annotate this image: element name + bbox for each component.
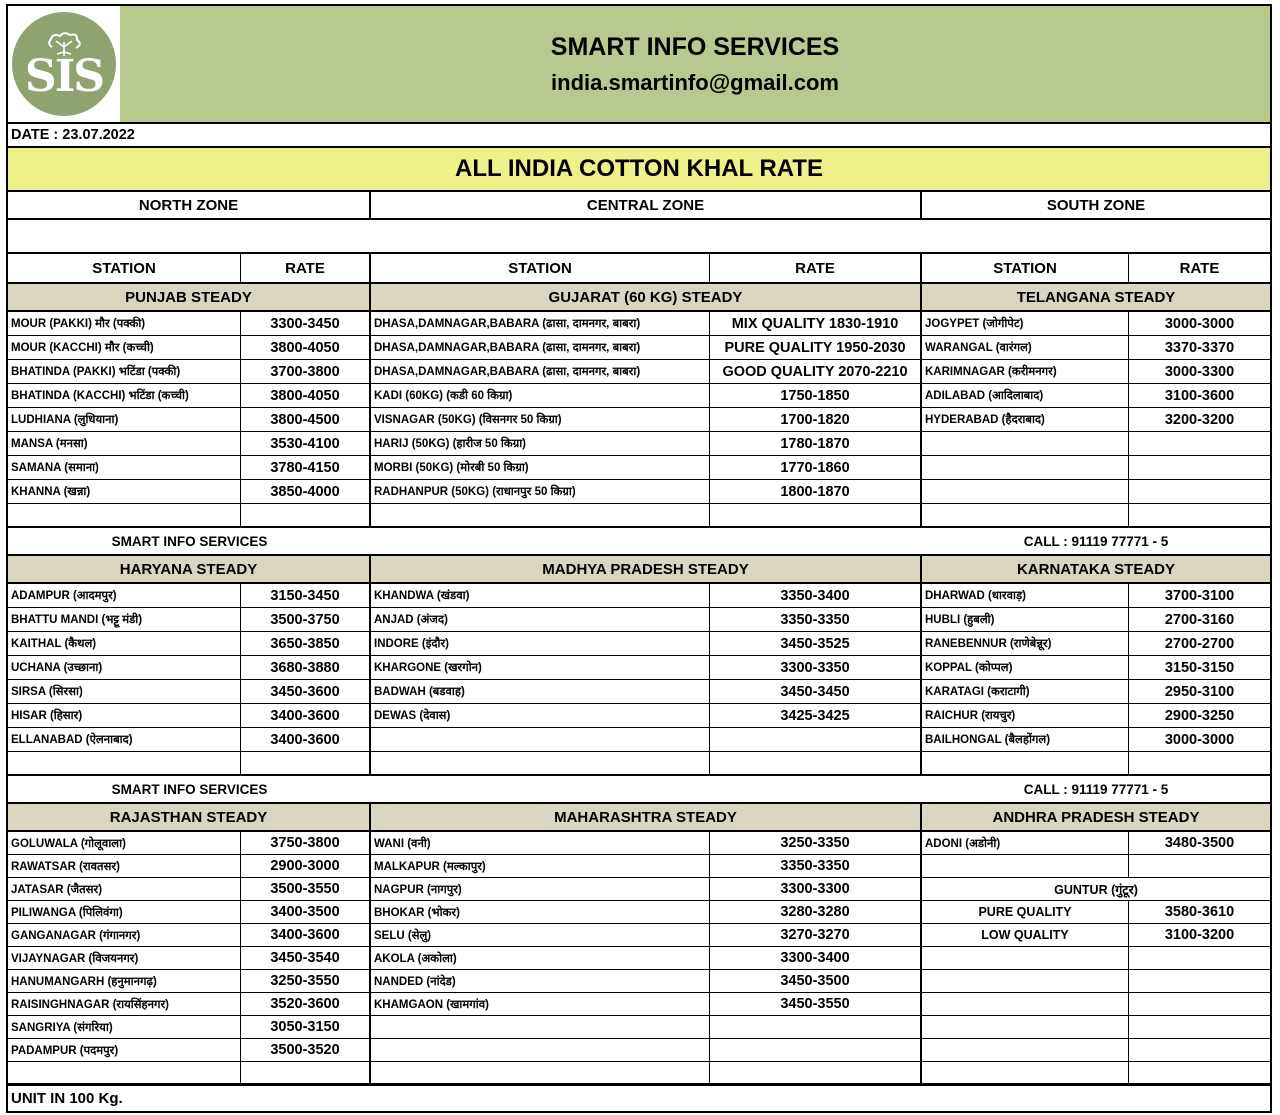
rate-cell: 3500-3550 (241, 878, 371, 900)
table-row (8, 584, 1270, 608)
station-cell: LUDHIANA (लुधियाना) (8, 408, 241, 431)
station-cell: KHANDWA (खंडवा) (371, 584, 710, 607)
table-row (8, 704, 1270, 728)
rate-cell: 3450-3550 (710, 993, 922, 1015)
rate-cell: 3300-3400 (710, 947, 922, 969)
blank-cell (1129, 432, 1270, 455)
station-cell: RAWATSAR (रावतसर) (8, 855, 241, 877)
table-row (8, 336, 1270, 360)
rate-cell: 3400-3600 (241, 728, 371, 751)
header-banner (8, 6, 1270, 124)
banner-text (120, 6, 1270, 122)
blank-cell (371, 1016, 710, 1038)
station-cell: HISAR (हिसार) (8, 704, 241, 727)
rate-cell: 3500-3520 (241, 1039, 371, 1061)
table-row (8, 1062, 1270, 1085)
station-cell: PADAMPUR (पदमपुर) (8, 1039, 241, 1061)
blank-cell (371, 1062, 710, 1083)
station-cell: SAMANA (समाना) (8, 456, 241, 479)
station-cell: WARANGAL (वारंगल) (922, 336, 1129, 359)
section-title: ANDHRA PRADESH STEADY (922, 804, 1270, 830)
blank-cell (922, 947, 1129, 969)
station-cell: MOUR (PAKKI) मौर (पक्की) (8, 312, 241, 335)
band-left: SMART INFO SERVICES (111, 781, 268, 797)
table-row (8, 901, 1270, 924)
rate-cell: 3450-3450 (710, 680, 922, 703)
table-row (8, 360, 1270, 384)
column-header-rate: RATE (710, 254, 922, 282)
station-cell: BADWAH (बडवाह) (371, 680, 710, 703)
table-row (8, 312, 1270, 336)
blank-cell (1129, 480, 1270, 503)
blank-cell (1129, 970, 1270, 992)
section-header-row (8, 804, 1270, 832)
blank-cell (371, 728, 710, 751)
station-cell: RAISINGHNAGAR (रायसिंहनगर) (8, 993, 241, 1015)
sis-logo (8, 6, 120, 122)
table-row (8, 728, 1270, 752)
station-cell: RANEBENNUR (राणेबेन्नूर) (922, 632, 1129, 655)
blank-cell (1129, 855, 1270, 877)
table-row (8, 752, 1270, 776)
station-cell: BHATINDA (PAKKI) भटिंडा (पक्की) (8, 360, 241, 383)
table-row (8, 384, 1270, 408)
rate-cell: 1800-1870 (710, 480, 922, 503)
rate-cell: 3800-4050 (241, 336, 371, 359)
rate-cell: 3300-3350 (710, 656, 922, 679)
table-row (8, 504, 1270, 528)
rate-cell: 2900-3000 (241, 855, 371, 877)
blank-cell (241, 1062, 371, 1083)
blank-cell (1129, 947, 1270, 969)
rate-cell: 3700-3800 (241, 360, 371, 383)
blank-cell (922, 993, 1129, 1015)
station-cell: BHOKAR (भोकर) (371, 901, 710, 923)
blank-cell (710, 1062, 922, 1083)
station-cell: GOLUWALA (गोलूवाला) (8, 832, 241, 854)
band-right: CALL : 91119 77771 - 5 (1023, 533, 1169, 549)
unit-note: UNIT IN 100 Kg. (8, 1085, 1270, 1111)
rate-cell: 3250-3350 (710, 832, 922, 854)
rate-cell: 3000-3300 (1164, 363, 1235, 380)
rate-cell: 3530-4100 (241, 432, 371, 455)
rate-cell: 2950-3100 (1164, 683, 1235, 700)
blank-cell (1129, 456, 1270, 479)
section-title: PUNJAB STEADY (8, 284, 371, 310)
blank-cell (922, 432, 1129, 455)
station-cell: SELU (सेलु) (371, 924, 710, 946)
station-cell: KAITHAL (कैथल) (8, 632, 241, 655)
rate-cell: 3370-3370 (1164, 339, 1235, 356)
table-row (8, 632, 1270, 656)
rate-cell: 3450-3540 (241, 947, 371, 969)
rate-cell: 3425-3425 (710, 704, 922, 727)
blank-cell (922, 1016, 1129, 1038)
station-cell: MORBI (50KG) (मोरबी 50 किग्रा) (371, 456, 710, 479)
blank-cell (922, 1062, 1129, 1083)
station-cell: BAILHONGAL (बैलहोंगल) (922, 728, 1129, 751)
station-cell: KARATAGI (कराटागी) (922, 680, 1129, 703)
rate-cell: 3350-3350 (710, 608, 922, 631)
blank-cell (241, 752, 371, 774)
company-name: SMART INFO SERVICES (550, 32, 840, 61)
band-spacer (371, 528, 922, 554)
blank-cell (8, 504, 241, 526)
band-right: CALL : 91119 77771 - 5 (1023, 781, 1169, 797)
station-cell: VISNAGAR (50KG) (विसनगर 50 किग्रा) (371, 408, 710, 431)
station-cell: DHASA,DAMNAGAR,BABARA (ढासा, दामनगर, बाबरा) (371, 360, 710, 383)
table-row (8, 878, 1270, 901)
rate-cell: GOOD QUALITY 2070-2210 (710, 360, 922, 383)
rate-cell: 3450-3525 (710, 632, 922, 655)
rate-cell: 3270-3270 (710, 924, 922, 946)
station-cell: HANUMANGARH (हनुमानगढ़) (8, 970, 241, 992)
rate-cell: 3300-3450 (241, 312, 371, 335)
station-cell: INDORE (इंदौर) (371, 632, 710, 655)
rate-cell: 2900-3250 (1164, 707, 1235, 724)
station-cell: RADHANPUR (50KG) (राधानपुर 50 किग्रा) (371, 480, 710, 503)
station-cell: KADI (60KG) (कडी 60 किग्रा) (371, 384, 710, 407)
rate-cell: 3480-3500 (1164, 835, 1235, 851)
info-band-row (8, 776, 1270, 804)
blank-cell (1129, 1062, 1270, 1083)
station-cell: ADONI (अडोनी) (922, 832, 1129, 854)
rate-cell: 1750-1850 (710, 384, 922, 407)
table-row (8, 924, 1270, 947)
blank-cell (371, 752, 710, 774)
table-row (8, 480, 1270, 504)
station-cell: GANGANAGAR (गंगानगर) (8, 924, 241, 946)
blank-cell (1129, 504, 1270, 526)
table-row (8, 947, 1270, 970)
rate-cell: 3100-3600 (1164, 387, 1235, 404)
blank-cell (710, 1016, 922, 1038)
station-cell: HUBLI (हुबली) (922, 608, 1129, 631)
rate-cell: 3580-3610 (1164, 904, 1235, 920)
date-row (8, 124, 1270, 148)
info-band-row (8, 528, 1270, 556)
table-row (8, 456, 1270, 480)
station-cell: RAICHUR (रायचुर) (922, 704, 1129, 727)
blank-cell (710, 504, 922, 526)
column-header-rate: RATE (1179, 259, 1220, 277)
blank-cell (1129, 1039, 1270, 1061)
table-row (8, 970, 1270, 993)
rate-cell: 3520-3600 (241, 993, 371, 1015)
station-cell: MANSA (मनसा) (8, 432, 241, 455)
zone-north: NORTH ZONE (8, 192, 371, 218)
rate-cell: 3400-3500 (241, 901, 371, 923)
blank-cell (922, 855, 1129, 877)
rate-cell: 3150-3150 (1164, 659, 1235, 676)
blank-cell (922, 456, 1129, 479)
station-cell: DHARWAD (धारवाड़) (922, 584, 1129, 607)
band-spacer (371, 776, 922, 802)
station-cell: BHATINDA (KACCHI) भटिंडा (कच्ची) (8, 384, 241, 407)
rate-cell: 1770-1860 (710, 456, 922, 479)
blank-cell (922, 480, 1129, 503)
station-cell: AKOLA (अकोला) (371, 947, 710, 969)
rate-cell: 3750-3800 (241, 832, 371, 854)
section-title: KARNATAKA STEADY (922, 556, 1270, 582)
station-cell: KHARGONE (खरगोन) (371, 656, 710, 679)
rate-cell: 2700-2700 (1164, 635, 1235, 652)
blank-cell (710, 728, 922, 751)
rate-cell: 3800-4050 (241, 384, 371, 407)
section-title: TELANGANA STEADY (922, 284, 1270, 310)
rate-cell: 3650-3850 (241, 632, 371, 655)
blank-cell (710, 752, 922, 774)
rate-cell: 3400-3600 (241, 924, 371, 946)
zone-header-row (8, 192, 1270, 220)
station-cell: KHANNA (खन्ना) (8, 480, 241, 503)
section-title: HARYANA STEADY (8, 556, 371, 582)
rate-cell: 3350-3350 (710, 855, 922, 877)
rate-cell: 1700-1820 (710, 408, 922, 431)
station-cell: ADILABAD (आदिलाबाद) (922, 384, 1129, 407)
station-cell: PILIWANGA (पिलिवंगा) (8, 901, 241, 923)
rate-cell: 3100-3200 (1164, 927, 1235, 943)
blank-cell (241, 504, 371, 526)
station-cell: ADAMPUR (आदमपुर) (8, 584, 241, 607)
station-cell: MOUR (KACCHI) मौर (कच्ची) (8, 336, 241, 359)
station-cell: BHATTU MANDI (भट्टू मंडी) (8, 608, 241, 631)
merged-station-cell: GUNTUR (गुंटूर) (1054, 882, 1138, 897)
station-cell: ELLANABAD (ऐलनाबाद) (8, 728, 241, 751)
blank-cell (371, 504, 710, 526)
station-cell: SIRSA (सिरसा) (8, 680, 241, 703)
rate-cell: 3200-3200 (1164, 411, 1235, 428)
rate-cell: 3780-4150 (241, 456, 371, 479)
table-row (8, 608, 1270, 632)
station-cell: JATASAR (जैतसर) (8, 878, 241, 900)
rate-cell: 3700-3100 (1164, 587, 1235, 604)
rate-cell: 3150-3450 (241, 584, 371, 607)
blank-cell (1129, 993, 1270, 1015)
station-cell: HARIJ (50KG) (हारीज 50 किग्रा) (371, 432, 710, 455)
rate-cell: 3800-4500 (241, 408, 371, 431)
date-label: DATE : 23.07.2022 (11, 127, 135, 143)
rate-cell: PURE QUALITY 1950-2030 (710, 336, 922, 359)
blank-cell (922, 504, 1129, 526)
rate-cell: 3000-3000 (1164, 315, 1235, 332)
section-title: RAJASTHAN STEADY (8, 804, 371, 830)
station-cell: KOPPAL (कोप्पल) (922, 656, 1129, 679)
station-cell: NAGPUR (नागपुर) (371, 878, 710, 900)
rate-cell: 3500-3750 (241, 608, 371, 631)
rate-cell: 3280-3280 (710, 901, 922, 923)
rate-cell: 3250-3550 (241, 970, 371, 992)
section-title: MAHARASHTRA STEADY (371, 804, 922, 830)
station-cell: VIJAYNAGAR (विजयनगर) (8, 947, 241, 969)
station-cell: JOGYPET (जोगीपेट) (922, 312, 1129, 335)
rate-sheet (6, 4, 1272, 1113)
rate-cell: 1780-1870 (710, 432, 922, 455)
station-cell: DHASA,DAMNAGAR,BABARA (ढासा, दामनगर, बाबरा) (371, 336, 710, 359)
section-header-row (8, 556, 1270, 584)
spacer-row (8, 220, 1270, 254)
blank-cell (8, 220, 1270, 252)
column-header-station: STATION (8, 254, 241, 282)
station-cell: NANDED (नांदेड) (371, 970, 710, 992)
company-email: india.smartinfo@gmail.com (551, 69, 839, 95)
rate-cell: 3350-3400 (710, 584, 922, 607)
blank-cell (8, 1062, 241, 1083)
table-row (8, 855, 1270, 878)
table-row (8, 432, 1270, 456)
rate-cell: 3050-3150 (241, 1016, 371, 1038)
station-cell: KARIMNAGAR (करीमनगर) (922, 360, 1129, 383)
band-left: SMART INFO SERVICES (111, 533, 268, 549)
column-header-station: STATION (371, 254, 710, 282)
rate-cell: 3300-3300 (710, 878, 922, 900)
blank-cell (1129, 752, 1270, 774)
zone-south: SOUTH ZONE (1046, 196, 1146, 214)
blank-cell (922, 1039, 1129, 1061)
table-row (8, 680, 1270, 704)
station-cell: KHAMGAON (खामगांव) (371, 993, 710, 1015)
station-cell: HYDERABAD (हैदराबाद) (922, 408, 1129, 431)
logo-text: SIS (24, 51, 104, 102)
rate-cell: 3450-3600 (241, 680, 371, 703)
station-cell: ANJAD (अंजद) (371, 608, 710, 631)
blank-cell (922, 970, 1129, 992)
section-header-row (8, 284, 1270, 312)
page-title: ALL INDIA COTTON KHAL RATE (8, 148, 1270, 192)
station-cell: DHASA,DAMNAGAR,BABARA (ढासा, दामनगर, बाबरा) (371, 312, 710, 335)
section-title: GUJARAT (60 KG) STEADY (371, 284, 922, 310)
rate-cell: 3850-4000 (241, 480, 371, 503)
column-header-rate: RATE (241, 254, 371, 282)
section-title: MADHYA PRADESH STEADY (371, 556, 922, 582)
blank-cell (8, 752, 241, 774)
table-row (8, 408, 1270, 432)
table-row (8, 1016, 1270, 1039)
blank-cell (922, 752, 1129, 774)
rate-table-body (8, 284, 1270, 1085)
blank-cell (371, 1039, 710, 1061)
blank-cell (1129, 1016, 1270, 1038)
station-cell: MALKAPUR (मल्कापुर) (371, 855, 710, 877)
rate-cell: 3400-3600 (241, 704, 371, 727)
zone-central: CENTRAL ZONE (371, 192, 922, 218)
column-header-station: STATION (922, 254, 1129, 282)
rate-cell: 3000-3000 (1164, 731, 1235, 748)
rate-cell: 3680-3880 (241, 656, 371, 679)
table-row (8, 1039, 1270, 1062)
sis-logo-circle (12, 12, 116, 116)
table-row (8, 656, 1270, 680)
station-cell: PURE QUALITY (922, 901, 1129, 923)
rate-cell: 2700-3160 (1164, 611, 1235, 628)
rate-cell: MIX QUALITY 1830-1910 (710, 312, 922, 335)
station-cell: SANGRIYA (संगरिया) (8, 1016, 241, 1038)
station-cell: UCHANA (उच्छाना) (8, 656, 241, 679)
rate-cell: 3450-3500 (710, 970, 922, 992)
blank-cell (710, 1039, 922, 1061)
station-cell: WANI (वनी) (371, 832, 710, 854)
station-cell: DEWAS (देवास) (371, 704, 710, 727)
table-row (8, 832, 1270, 855)
column-header-row (8, 254, 1270, 284)
table-row (8, 993, 1270, 1016)
station-cell: LOW QUALITY (922, 924, 1129, 946)
